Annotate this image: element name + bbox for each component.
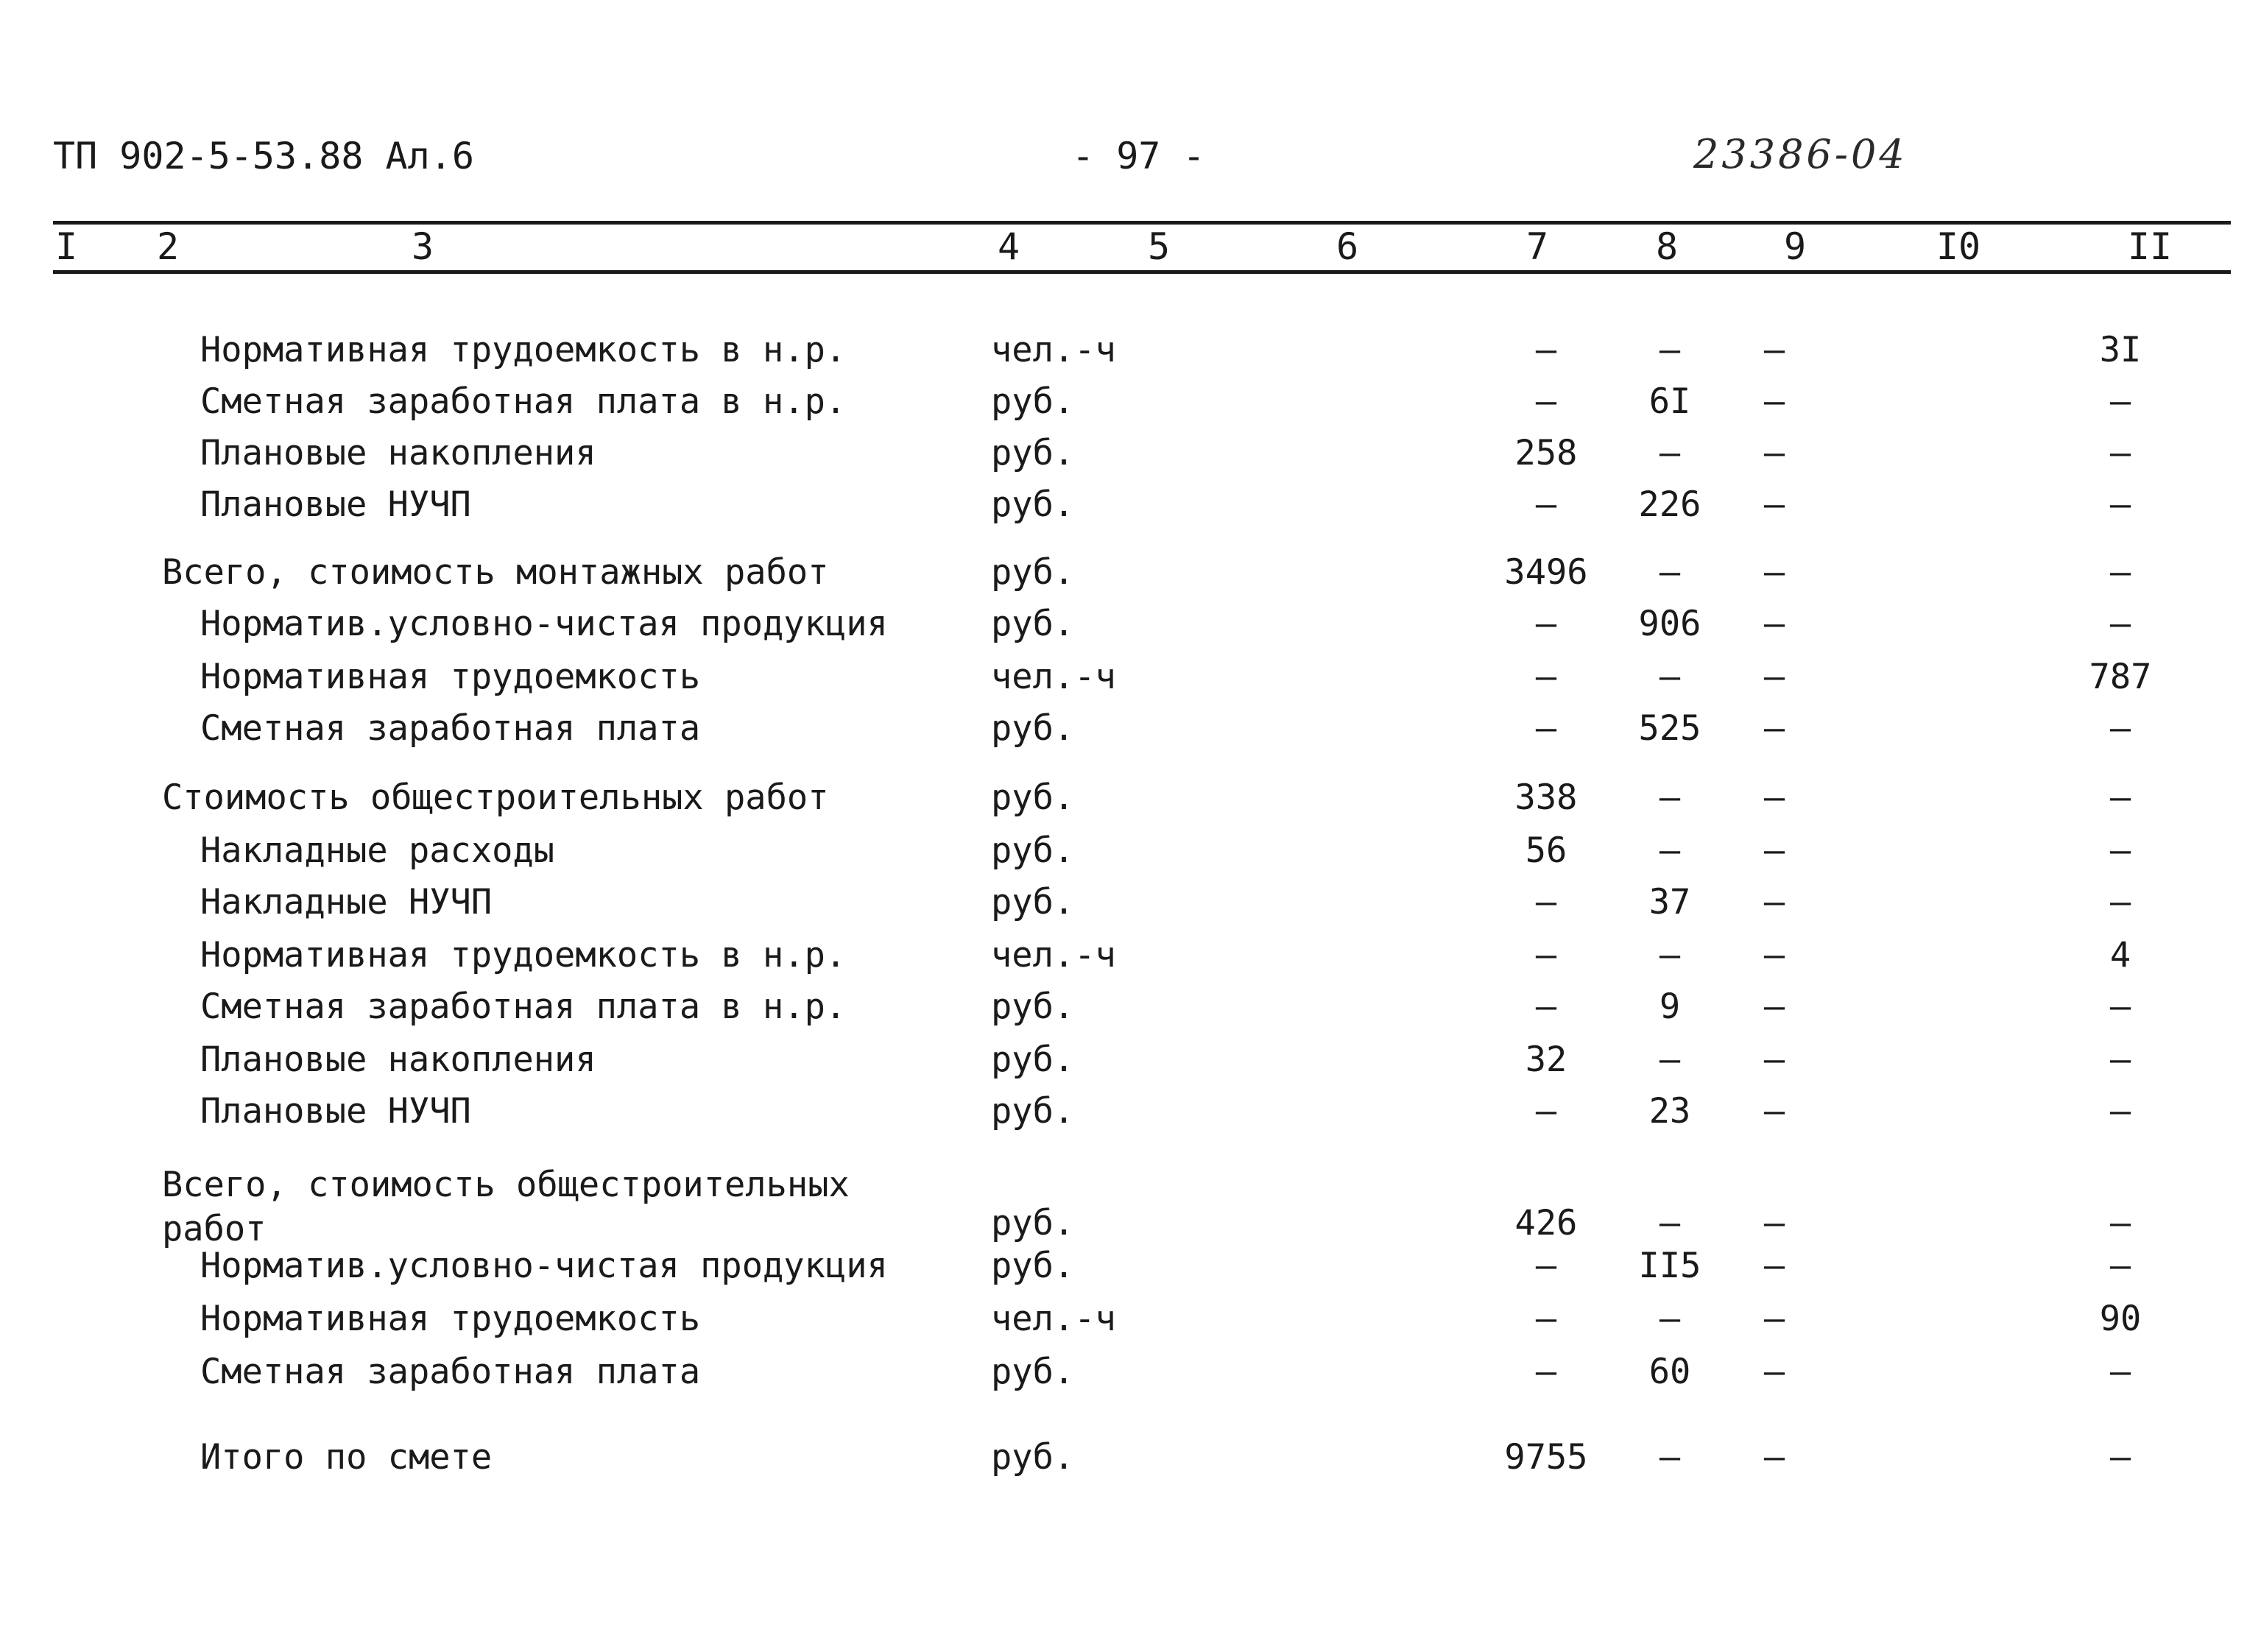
row-value-col7: – xyxy=(1535,484,1557,525)
column-number: 8 xyxy=(1655,225,1679,268)
row-unit: руб. xyxy=(991,1039,1075,1080)
row-value-col9: – xyxy=(1763,484,1785,525)
row-value-col11: – xyxy=(2109,552,2131,593)
row-value-col7: 9755 xyxy=(1504,1437,1588,1478)
row-value-col7: – xyxy=(1535,708,1557,749)
row-value-col7: – xyxy=(1535,1299,1557,1339)
row-unit: чел.-ч xyxy=(991,330,1116,370)
row-value-col11: – xyxy=(2109,777,2131,818)
row-value-col8: 525 xyxy=(1638,708,1701,749)
row-unit: руб. xyxy=(991,433,1075,473)
row-value-col11: – xyxy=(2109,882,2131,922)
row-value-col8: – xyxy=(1659,330,1681,370)
row-unit: руб. xyxy=(991,552,1075,593)
row-value-col9: – xyxy=(1763,1437,1785,1478)
row-value-col7: 338 xyxy=(1514,777,1578,818)
row-value-col11: – xyxy=(2109,484,2131,525)
row-value-col9: – xyxy=(1763,604,1785,644)
row-value-col8: 37 xyxy=(1648,882,1691,922)
row-label: Накладные расходы xyxy=(200,830,555,871)
row-value-col8: – xyxy=(1659,830,1681,871)
row-label: Плановые накопления xyxy=(200,433,596,473)
row-value-col11: – xyxy=(2109,433,2131,473)
row-value-col7: – xyxy=(1535,604,1557,644)
row-label: Нормативная трудоемкость в н.р. xyxy=(200,935,847,975)
row-unit: руб. xyxy=(991,708,1075,749)
row-label: Норматив.условно-чистая продукция xyxy=(200,604,888,644)
column-number: 3 xyxy=(411,225,434,268)
column-number: 7 xyxy=(1525,225,1549,268)
row-value-col7: 32 xyxy=(1525,1039,1567,1080)
row-value-col8: – xyxy=(1659,777,1681,818)
column-number: 9 xyxy=(1783,225,1807,268)
row-value-col9: – xyxy=(1763,1352,1785,1392)
row-value-col7: 258 xyxy=(1514,433,1578,473)
row-value-col11: 787 xyxy=(2089,657,2152,697)
row-value-col7: – xyxy=(1535,381,1557,422)
row-value-col8: – xyxy=(1659,433,1681,473)
row-value-col9: – xyxy=(1763,986,1785,1027)
row-value-col7: – xyxy=(1535,935,1557,975)
row-label: Нормативная трудоемкость xyxy=(200,657,701,697)
row-value-col8: 60 xyxy=(1648,1352,1691,1392)
row-value-col11: – xyxy=(2109,986,2131,1027)
row-unit: руб. xyxy=(991,381,1075,422)
column-number: 5 xyxy=(1147,225,1171,268)
row-value-col7: – xyxy=(1535,1352,1557,1392)
column-number: II xyxy=(2127,225,2173,268)
row-value-col11: – xyxy=(2109,1437,2131,1478)
row-value-col11: 90 xyxy=(2099,1299,2142,1339)
row-value-col7: – xyxy=(1535,986,1557,1027)
column-number: 4 xyxy=(997,225,1020,268)
row-value-col7: – xyxy=(1535,1246,1557,1286)
row-label: Нормативная трудоемкость xyxy=(200,1299,701,1339)
row-unit: руб. xyxy=(991,604,1075,644)
row-label: Сметная заработная плата xyxy=(200,1352,701,1392)
row-label: Накладные НУЧП xyxy=(200,882,493,922)
row-value-col8: 9 xyxy=(1659,986,1681,1027)
row-value-col7: – xyxy=(1535,657,1557,697)
handwritten-number: 23386-04 xyxy=(1693,131,1908,177)
row-value-col8: – xyxy=(1659,1203,1681,1243)
row-value-col11: – xyxy=(2109,1203,2131,1243)
row-value-col8: 23 xyxy=(1648,1091,1691,1132)
row-label: Плановые НУЧП xyxy=(200,484,471,525)
row-value-col8: II5 xyxy=(1638,1246,1701,1286)
row-value-col9: – xyxy=(1763,657,1785,697)
row-value-col8: – xyxy=(1659,1437,1681,1478)
row-value-col9: – xyxy=(1763,777,1785,818)
row-unit: руб. xyxy=(991,1352,1075,1392)
row-value-col9: – xyxy=(1763,330,1785,370)
row-value-col7: – xyxy=(1535,882,1557,922)
row-unit: руб. xyxy=(991,986,1075,1027)
row-value-col7: – xyxy=(1535,1091,1557,1132)
column-number: 6 xyxy=(1336,225,1359,268)
document-code: ТП 902-5-53.88 Ал.6 xyxy=(53,135,474,177)
row-value-col11: – xyxy=(2109,708,2131,749)
row-value-col8: – xyxy=(1659,1299,1681,1339)
row-unit: руб. xyxy=(991,1091,1075,1132)
row-value-col7: 56 xyxy=(1525,830,1567,871)
row-label: Плановые накопления xyxy=(200,1039,596,1080)
row-value-col7: 426 xyxy=(1514,1203,1578,1243)
row-value-col9: – xyxy=(1763,1091,1785,1132)
row-value-col8: – xyxy=(1659,935,1681,975)
row-unit: руб. xyxy=(991,777,1075,818)
row-unit: чел.-ч xyxy=(991,1299,1116,1339)
row-value-col9: – xyxy=(1763,830,1785,871)
row-value-col9: – xyxy=(1763,1039,1785,1080)
row-label: Норматив.условно-чистая продукция xyxy=(200,1246,888,1286)
row-unit: чел.-ч xyxy=(991,657,1116,697)
row-label: Плановые НУЧП xyxy=(200,1091,471,1132)
row-value-col9: – xyxy=(1763,1299,1785,1339)
row-value-col11: 4 xyxy=(2109,935,2131,975)
row-value-col9: – xyxy=(1763,708,1785,749)
row-value-col9: – xyxy=(1763,882,1785,922)
row-value-col9: – xyxy=(1763,552,1785,593)
row-value-col9: – xyxy=(1763,1203,1785,1243)
row-value-col9: – xyxy=(1763,433,1785,473)
row-value-col11: – xyxy=(2109,1352,2131,1392)
row-label: Сметная заработная плата в н.р. xyxy=(200,381,847,422)
row-unit: руб. xyxy=(991,1437,1075,1478)
row-value-col11: – xyxy=(2109,1091,2131,1132)
row-value-col8: – xyxy=(1659,657,1681,697)
row-value-col9: – xyxy=(1763,1246,1785,1286)
row-label: Всего, стоимость общестроительных работ xyxy=(162,1165,850,1249)
row-label: Итого по смете xyxy=(200,1437,493,1478)
row-unit: руб. xyxy=(991,882,1075,922)
row-value-col9: – xyxy=(1763,381,1785,422)
row-value-col8: – xyxy=(1659,1039,1681,1080)
row-label: Стоимость общестроительных работ xyxy=(162,777,829,818)
row-value-col11: – xyxy=(2109,604,2131,644)
row-label: Сметная заработная плата xyxy=(200,708,701,749)
row-value-col11: 3I xyxy=(2099,330,2142,370)
page-number: - 97 - xyxy=(1072,135,1205,177)
row-value-col11: – xyxy=(2109,830,2131,871)
row-value-col8: – xyxy=(1659,552,1681,593)
column-number: I0 xyxy=(1936,225,1981,268)
row-value-col9: – xyxy=(1763,935,1785,975)
row-unit: руб. xyxy=(991,830,1075,871)
row-value-col8: 6I xyxy=(1648,381,1691,422)
row-value-col8: 906 xyxy=(1638,604,1701,644)
row-value-col11: – xyxy=(2109,1246,2131,1286)
row-unit: руб. xyxy=(991,1246,1075,1286)
row-value-col7: – xyxy=(1535,330,1557,370)
row-value-col8: 226 xyxy=(1638,484,1701,525)
row-unit: руб. xyxy=(991,1203,1075,1243)
row-label: Всего, стоимость монтажных работ xyxy=(162,552,829,593)
column-number: I xyxy=(54,225,78,268)
table-header-rule xyxy=(53,270,2231,274)
column-number: 2 xyxy=(156,225,180,268)
row-value-col7: 3496 xyxy=(1504,552,1588,593)
row-value-col11: – xyxy=(2109,381,2131,422)
row-unit: руб. xyxy=(991,484,1075,525)
row-unit: чел.-ч xyxy=(991,935,1116,975)
row-label: Сметная заработная плата в н.р. xyxy=(200,986,847,1027)
row-value-col11: – xyxy=(2109,1039,2131,1080)
row-label: Нормативная трудоемкость в н.р. xyxy=(200,330,847,370)
